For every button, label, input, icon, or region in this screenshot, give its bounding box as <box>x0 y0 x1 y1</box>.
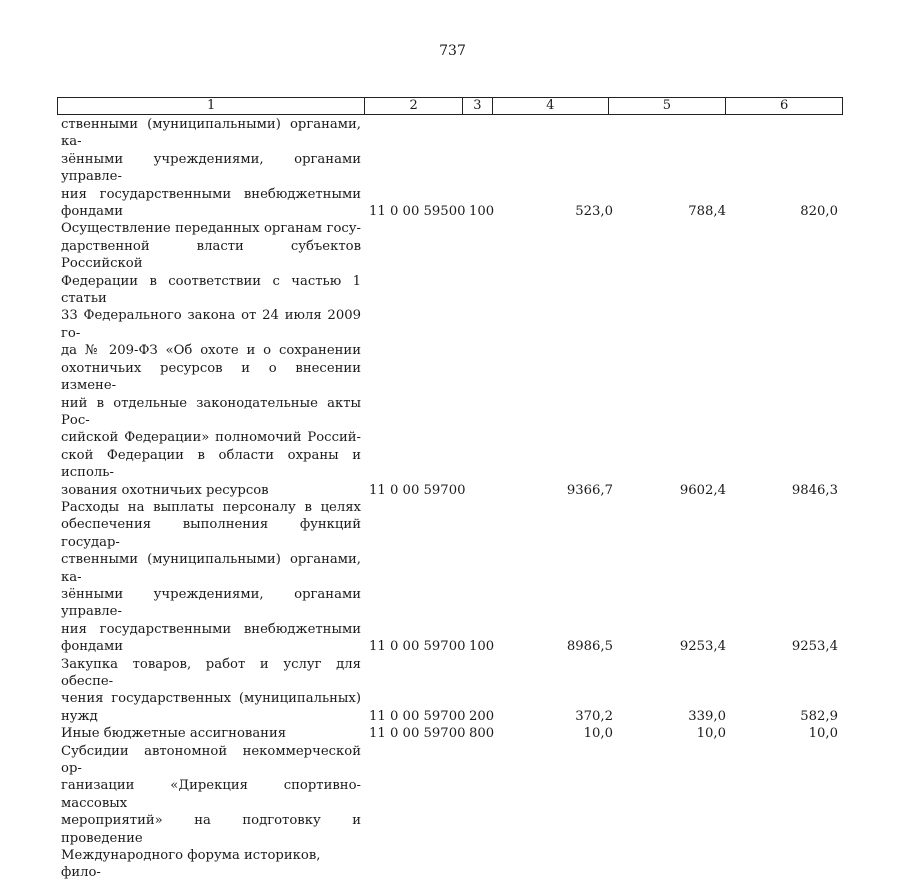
description-line: сийской Федерации» полномочий Россий- <box>61 430 361 446</box>
row-value-col4: 523,0 <box>575 204 613 220</box>
page-number: 737 <box>439 43 466 59</box>
header-cell: 5 <box>609 98 727 114</box>
row-code: 11 0 00 59700 <box>369 482 466 498</box>
header-cell: 3 <box>463 98 493 114</box>
table-row <box>61 743 841 882</box>
row-description <box>61 220 361 499</box>
description-line: Международного форума историков, фило- <box>61 848 321 881</box>
row-expense-type: 100 <box>469 204 495 220</box>
row-value-col6: 9253,4 <box>791 639 838 655</box>
row-description <box>61 656 361 726</box>
row-code: 11 0 00 59700 <box>369 708 466 724</box>
description-line: ственными (муниципальными) органами, ка- <box>61 552 361 585</box>
row-value-col6: 582,9 <box>800 708 838 724</box>
table-row <box>61 220 841 499</box>
description-line: Закупка товаров, работ и услуг для обеспе- <box>61 656 361 689</box>
table-row <box>61 656 841 726</box>
header-cell: 4 <box>493 98 609 114</box>
row-value-col4: 10,0 <box>583 726 613 742</box>
description-line: ния государственными внебюджетными <box>61 621 361 637</box>
table-header <box>57 97 843 115</box>
description-line: дарственной власти субъектов Российской <box>61 238 361 272</box>
description-line: обеспечения выполнения функций государ- <box>61 517 361 550</box>
row-value-col5: 339,0 <box>688 708 726 724</box>
table-row <box>61 725 841 742</box>
row-code: 11 0 00 59700 <box>369 726 466 742</box>
header-cell: 1 <box>58 98 365 114</box>
row-expense-type: 100 <box>469 639 495 655</box>
row-value-col6: 820,0 <box>800 204 838 220</box>
row-description <box>61 725 361 742</box>
table-row <box>61 499 841 656</box>
row-description <box>61 499 361 656</box>
description-line: 33 Федерального закона от 24 июля 2009 го- <box>61 308 361 341</box>
description-line: нужд <box>61 708 98 724</box>
description-line: Иные бюджетные ассигнования <box>61 726 287 742</box>
description-line: Расходы на выплаты персоналу в целях <box>61 499 361 515</box>
description-line: зования охотничьих ресурсов <box>61 482 269 498</box>
row-expense-type: 200 <box>469 708 495 724</box>
description-line: Субсидии автономной некоммерческой ор- <box>61 743 361 777</box>
table-row <box>61 116 841 220</box>
description-line: да № 209-ФЗ «Об охоте и о сохранении <box>61 343 361 359</box>
description-line: фондами <box>61 639 124 655</box>
row-value-col4: 8986,5 <box>566 639 613 655</box>
description-line: ственными (муниципальными) органами, ка- <box>61 117 361 150</box>
row-value-col6: 10,0 <box>808 726 838 742</box>
row-value-col4: 9366,7 <box>566 482 613 498</box>
table-body <box>61 116 841 882</box>
description-line: Осуществление переданных органам госу- <box>61 221 361 237</box>
description-line: Федерации в соответствии с частью 1 статьи <box>61 273 361 307</box>
row-value-col6: 9846,3 <box>791 482 838 498</box>
row-code: 11 0 00 59500 <box>369 204 466 220</box>
header-cell: 2 <box>365 98 463 114</box>
description-line: охотничьих ресурсов и о внесении измене- <box>61 360 361 394</box>
description-line: ской Федерации в области охраны и исполь- <box>61 447 361 481</box>
description-line: зёнными учреждениями, органами управле- <box>61 586 361 620</box>
description-line: зёнными учреждениями, органами управле- <box>61 151 361 185</box>
row-value-col5: 10,0 <box>696 726 726 742</box>
row-description <box>61 116 361 220</box>
description-line: ния государственными внебюджетными <box>61 186 361 202</box>
description-line: ганизации «Дирекция спортивно-массовых <box>61 778 361 811</box>
description-line: мероприятий» на подготовку и проведение <box>61 813 361 846</box>
description-line: фондами <box>61 204 124 220</box>
row-value-col4: 370,2 <box>575 708 613 724</box>
row-code: 11 0 00 59700 <box>369 639 466 655</box>
description-line: ний в отдельные законодательные акты Рос- <box>61 395 361 428</box>
row-description <box>61 743 361 882</box>
row-value-col5: 9602,4 <box>679 482 726 498</box>
row-value-col5: 9253,4 <box>679 639 726 655</box>
row-value-col5: 788,4 <box>688 204 726 220</box>
description-line: чения государственных (муниципальных) <box>61 691 361 707</box>
header-cell: 6 <box>780 98 789 113</box>
row-expense-type: 800 <box>469 726 495 742</box>
